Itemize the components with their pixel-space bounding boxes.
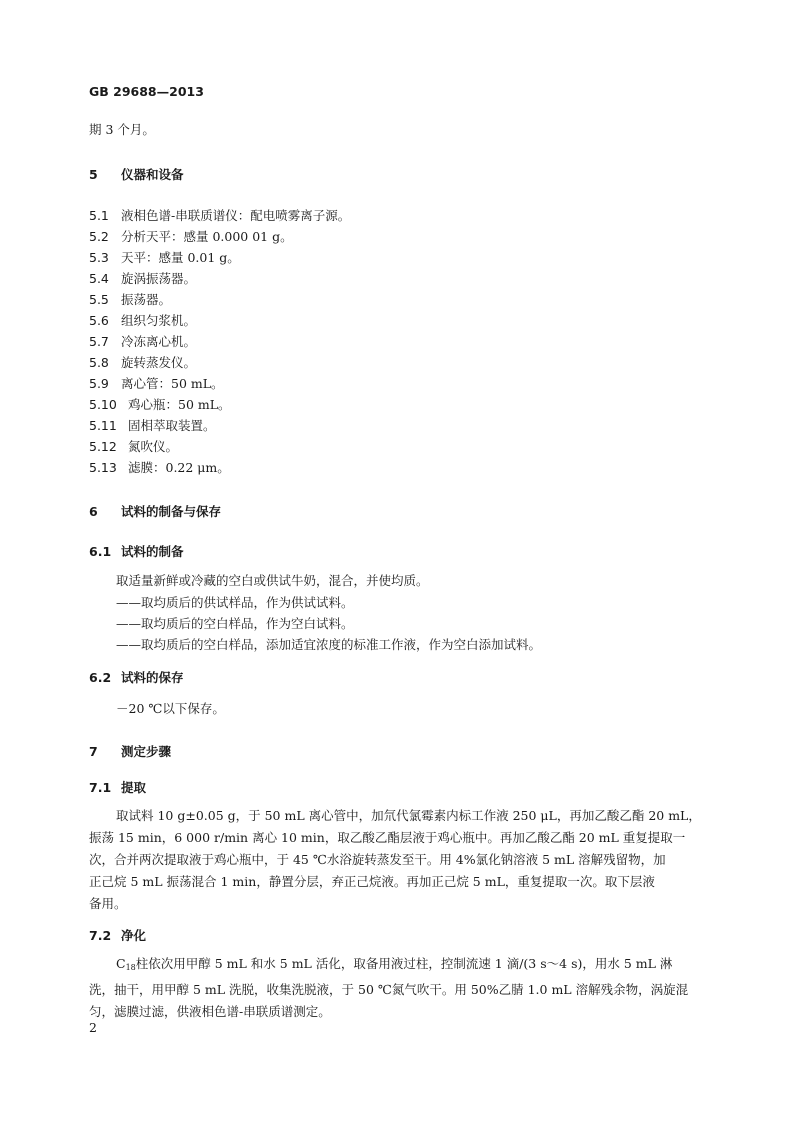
list-item — [89, 206, 350, 224]
list-item — [89, 416, 216, 434]
section-6-number: 6 — [89, 504, 98, 519]
item-number: 5.7 — [89, 334, 109, 349]
list-item: ——取均质后的空白样品，作为空白试料。 — [116, 616, 354, 631]
item-number: 5.11 — [89, 418, 117, 433]
c18-line-rest: 柱依次用甲醇 5 mL 和水 5 mL 活化，取备用液过柱，控制流速 1 滴/(3 s～4 s)，用水 5 mL 淋 — [135, 956, 673, 971]
subsection-6-2-text: －20 ℃以下保存。 — [116, 701, 225, 716]
list-item — [89, 269, 196, 287]
item-text: 振荡器。 — [121, 292, 172, 307]
list-item — [89, 332, 196, 350]
item-number: 5.4 — [89, 271, 109, 286]
list-item — [89, 248, 240, 266]
item-number: 5.12 — [89, 439, 117, 454]
item-number: 5.2 — [89, 229, 109, 244]
page-number: 2 — [89, 1020, 97, 1035]
item-text: 离心管：50 mL。 — [121, 376, 224, 391]
subsection-6-2-heading — [89, 668, 184, 686]
item-number: 5.1 — [89, 208, 109, 223]
paragraph-line: 匀，滤膜过滤，供液相色谱-串联质谱测定。 — [89, 1004, 331, 1019]
list-item — [89, 290, 171, 308]
list-item — [89, 311, 196, 329]
paragraph-line: 振荡 15 min，6 000 r/min 离心 10 min，取乙酸乙酯层液于鸡心瓶中。再加乙酸乙酯 20 mL 重复提取一 — [89, 830, 686, 845]
c18-prefix: C — [116, 956, 126, 971]
item-number: 5.8 — [89, 355, 109, 370]
list-item: ——取均质后的空白样品，添加适宜浓度的标准工作液，作为空白添加试料。 — [116, 637, 542, 652]
section-5-heading — [89, 165, 184, 183]
subsection-6-2-title: 试料的保存 — [121, 670, 184, 685]
subsection-7-1-number: 7.1 — [89, 780, 112, 795]
item-number: 5.10 — [89, 397, 117, 412]
subsection-6-1-intro: 取适量新鲜或冷藏的空白或供试牛奶，混合，并使均质。 — [116, 573, 429, 588]
subsection-6-1-title: 试料的制备 — [121, 544, 184, 559]
standard-code: GB 29688—2013 — [89, 84, 204, 99]
section-6-title: 试料的制备与保存 — [121, 504, 222, 519]
item-text: 氮吹仪。 — [128, 439, 179, 454]
section-5-title: 仪器和设备 — [121, 167, 184, 182]
list-item — [89, 458, 230, 476]
paragraph-line: 取试料 10 g±0.05 g，于 50 mL 离心管中，加氘代氯霉素内标工作液 250 μL，再加乙酸乙酯 20 mL， — [116, 808, 701, 823]
subsection-6-2-number: 6.2 — [89, 670, 112, 685]
subsection-6-1-number: 6.1 — [89, 544, 112, 559]
subsection-7-2-number: 7.2 — [89, 928, 112, 943]
paragraph-line — [89, 953, 704, 979]
item-text: 组织匀浆机。 — [121, 313, 197, 328]
continuation-text: 期 3 个月。 — [89, 122, 155, 137]
subsection-6-1-heading — [89, 542, 184, 560]
subsection-7-2-paragraph — [89, 953, 704, 1023]
list-item — [89, 395, 231, 413]
item-text: 旋涡振荡器。 — [121, 271, 197, 286]
subsection-7-2-heading — [89, 926, 146, 944]
subsection-7-1-heading — [89, 778, 146, 796]
section-5-number: 5 — [89, 167, 98, 182]
subsection-7-1-title: 提取 — [121, 780, 147, 795]
item-text: 液相色谱-串联质谱仪：配电喷雾离子源。 — [121, 208, 351, 223]
paragraph-line: 洗，抽干，用甲醇 5 mL 洗脱，收集洗脱液，于 50 ℃氮气吹干。用 50%乙腈 1.0 mL 溶解残余物，涡旋混 — [89, 982, 689, 997]
list-item — [89, 227, 293, 245]
item-text: 鸡心瓶：50 mL。 — [128, 397, 231, 412]
section-7-title: 测定步骤 — [121, 744, 172, 759]
item-number: 5.3 — [89, 250, 109, 265]
item-text: 滤膜：0.22 μm。 — [128, 460, 230, 475]
subsection-7-1-paragraph — [89, 805, 704, 915]
list-item — [89, 353, 196, 371]
list-item — [89, 374, 224, 392]
list-item — [89, 437, 178, 455]
item-text: 天平：感量 0.01 g。 — [121, 250, 240, 265]
section-6-heading — [89, 502, 221, 520]
item-text: 冷冻离心机。 — [121, 334, 197, 349]
paragraph-line: 次，合并两次提取液于鸡心瓶中，于 45 ℃水浴旋转蒸发至干。用 4%氯化钠溶液 5 mL 溶解残留物，加 — [89, 852, 666, 867]
item-number: 5.6 — [89, 313, 109, 328]
subsection-7-2-title: 净化 — [121, 928, 147, 943]
list-item: ——取均质后的供试样品，作为供试试料。 — [116, 595, 354, 610]
item-number: 5.9 — [89, 376, 109, 391]
item-text: 固相萃取装置。 — [128, 418, 216, 433]
section-7-number: 7 — [89, 744, 98, 759]
item-number: 5.13 — [89, 460, 117, 475]
item-text: 旋转蒸发仪。 — [121, 355, 197, 370]
c18-subscript: 18 — [125, 963, 136, 972]
item-text: 分析天平：感量 0.000 01 g。 — [121, 229, 293, 244]
paragraph-line: 正己烷 5 mL 振荡混合 1 min，静置分层，弃正己烷液。再加正己烷 5 mL，重复提取一次。取下层液 — [89, 874, 655, 889]
section-7-heading — [89, 742, 171, 760]
item-number: 5.5 — [89, 292, 109, 307]
paragraph-line: 备用。 — [89, 896, 127, 911]
